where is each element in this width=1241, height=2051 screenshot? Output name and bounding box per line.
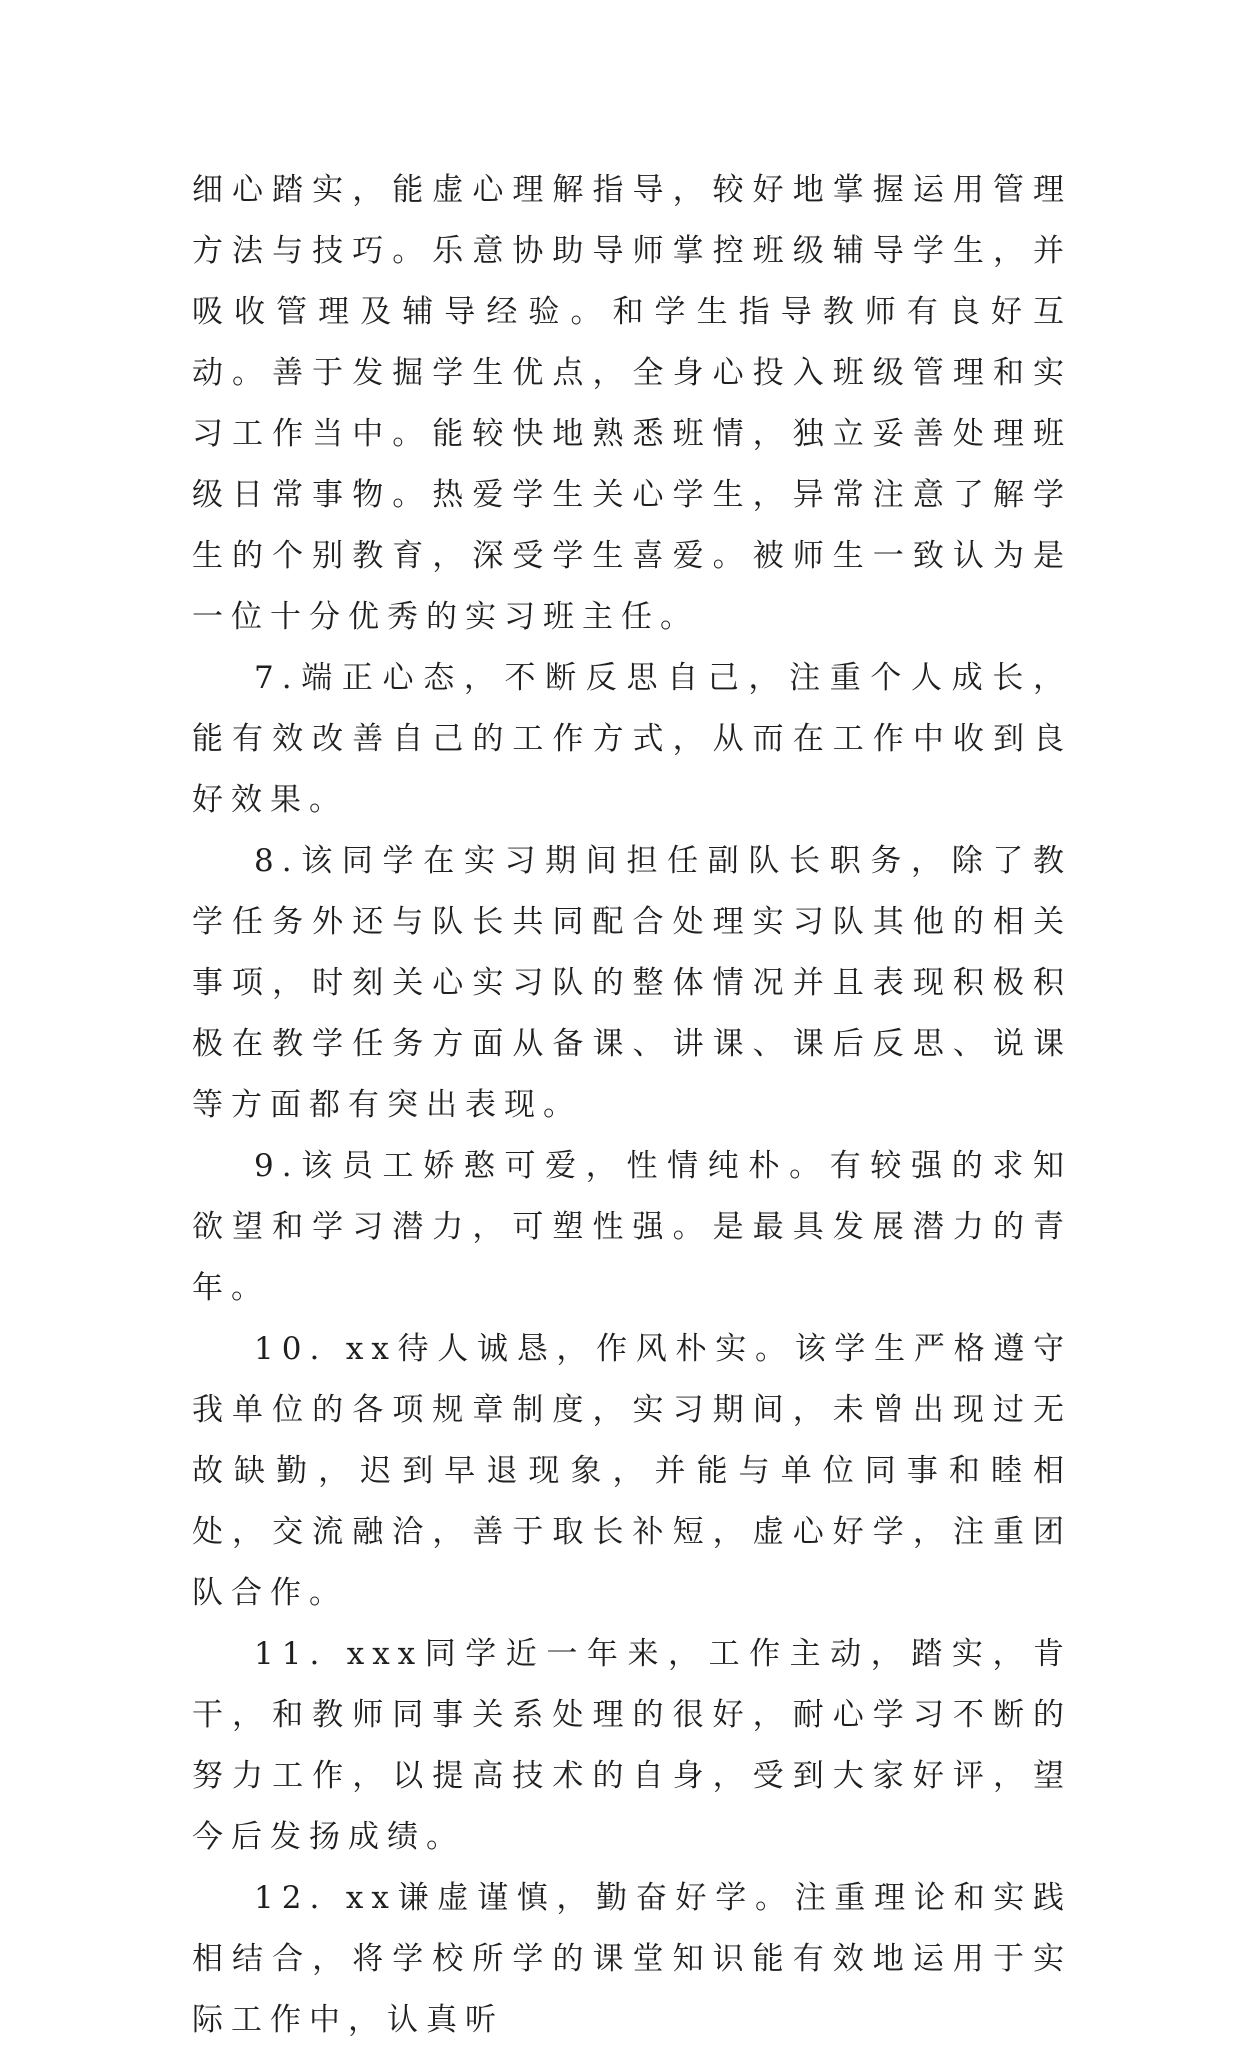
paragraph-item-7: 7.端正心态，不断反思自己，注重个人成长，能有效改善自己的工作方式，从而在工作中收到良好效果。	[192, 660, 1072, 818]
paragraph-item-10: 10. xx待人诚恳，作风朴实。该学生严格遵守我单位的各项规章制度，实习期间，未曾出现过无故缺勤，迟到早退现象，并能与单位同事和睦相处，交流融洽，善于取长补短，虚心好学，注重团队合作。	[192, 1331, 1072, 1611]
document-body	[192, 160, 1072, 2051]
paragraph-item-11: 11. xxx同学近一年来，工作主动，踏实，肯干，和教师同事关系处理的很好，耐心学习不断的努力工作，以提高技术的自身，受到大家好评，望今后发扬成绩。	[192, 1636, 1072, 1855]
paragraph-continuation: 细心踏实，能虚心理解指导，较好地掌握运用管理方法与技巧。乐意协助导师掌控班级辅导学生，并吸收管理及辅导经验。和学生指导教师有良好互动。善于发掘学生优点，全身心投入班级管理和实习工作当中。能较快地熟悉班情，独立妥善处理班级日常事物。热爱学生关心学生，异常注意了解学生的个别教育，深受学生喜爱。被师生一致认为是一位十分优秀的实习班主任。	[192, 172, 1072, 635]
paragraph-item-8: 8.该同学在实习期间担任副队长职务，除了教学任务外还与队长共同配合处理实习队其他的相关事项，时刻关心实习队的整体情况并且表现积极积极在教学任务方面从备课、讲课、课后反思、说课等方面都有突出表现。	[192, 843, 1072, 1123]
paragraph-item-9: 9.该员工娇憨可爱，性情纯朴。有较强的求知欲望和学习潜力，可塑性强。是最具发展潜力的青年。	[192, 1148, 1072, 1306]
paragraph-item-12: 12. xx谦虚谨慎，勤奋好学。注重理论和实践相结合，将学校所学的课堂知识能有效地运用于实际工作中，认真听	[192, 1880, 1072, 2038]
